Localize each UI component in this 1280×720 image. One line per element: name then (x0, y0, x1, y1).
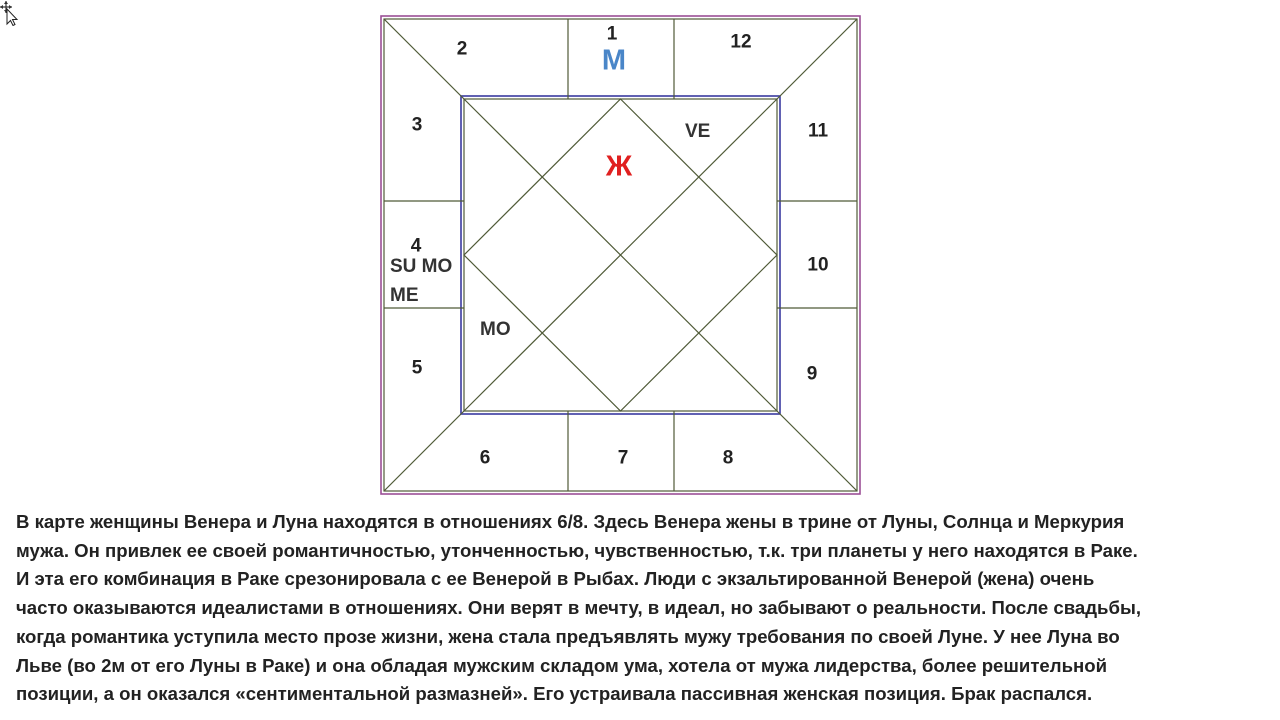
house-7-label: 7 (617, 447, 629, 469)
house-2-label: 2 (456, 38, 468, 60)
house-10-label: 10 (807, 254, 829, 276)
husband-marker: М (601, 44, 627, 77)
house-9-label: 9 (806, 363, 818, 385)
house-4-label: 4 (410, 235, 422, 257)
house-11-label: 11 (807, 120, 829, 142)
move-cursor-icon (0, 0, 20, 26)
house4-planets-line2: ME (390, 285, 419, 306)
moon-label: MO (480, 319, 511, 340)
chart-description: В карте женщины Венера и Луна находятся в отношениях 6/8. Здесь Венера жены в трине от Луны, Солнца и Меркурия мужа. Он привлек ее своей романтичностью, утонченностью, чувственностью, т.к. три планеты у него находятся в Раке. И эта его комбинация в Раке срезонировала с ее Венерой в Рыбах. Люди с экзальтированной Венерой (жена) очень часто оказываются идеалистами в отношениях. Они верят в мечту, в идеал, но забывают о реальности. После свадьбы, когда романтика уступила место прозе жизни, жена стала предъявлять мужу требования по своей Луне. У нее Луна во Льве (во 2м от его Луны в Раке) и она обладая мужским складом ума, хотела от мужа лидерства, более решительной позиции, а он оказался «сентиментальной размазней». Его устраивала пассивная женская позиция. Брак распался. (16, 511, 1142, 705)
house-1-label: 1 (606, 23, 618, 45)
venus-label: VE (685, 121, 711, 142)
house-6-label: 6 (479, 447, 491, 469)
house-8-label: 8 (722, 447, 734, 469)
house-12-label: 12 (730, 31, 752, 53)
house4-planets-line1: SU MO (390, 256, 453, 277)
house-3-label: 3 (411, 114, 423, 136)
wife-marker: Ж (605, 150, 633, 183)
house-5-label: 5 (411, 357, 423, 379)
